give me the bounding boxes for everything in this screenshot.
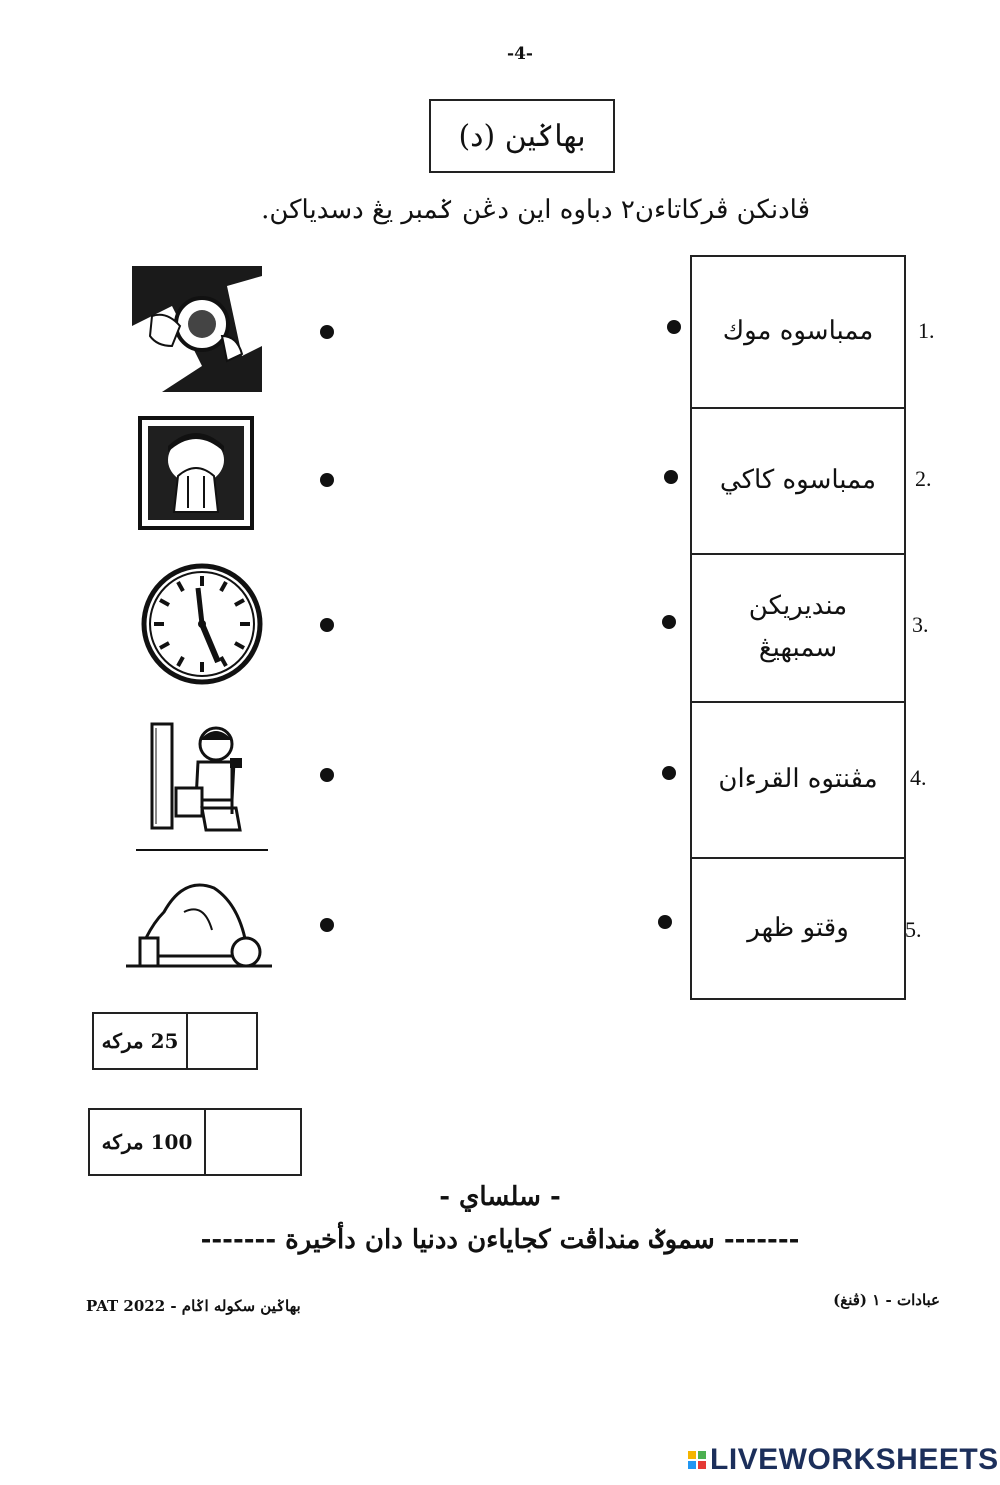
item-number: 4. bbox=[910, 765, 927, 790]
item-text: مڤنتوه القرءان bbox=[718, 764, 878, 795]
footer-left: بهاݢين سکوله اݢام - PAT 2022 bbox=[86, 1297, 301, 1315]
table-row bbox=[692, 257, 904, 409]
closing-line-1: - سلساي - bbox=[439, 1182, 561, 1212]
score-box-25 bbox=[92, 1012, 258, 1070]
item-text: منديريکن سمبهيڠ bbox=[748, 591, 848, 663]
item-number: 2. bbox=[915, 466, 932, 491]
page-number: -4- bbox=[507, 44, 533, 64]
score-box-100 bbox=[88, 1108, 302, 1176]
match-dot-picture-1[interactable] bbox=[320, 325, 334, 339]
washing-feet-icon bbox=[136, 718, 272, 856]
table-row bbox=[692, 555, 904, 703]
logo-squares-icon bbox=[688, 1451, 706, 1469]
brand-text: LIVEWORKSHEETS bbox=[710, 1443, 999, 1476]
section-title: بهاݢين (د) bbox=[458, 118, 586, 154]
item-number: 3. bbox=[912, 612, 929, 637]
match-dot-picture-3[interactable] bbox=[320, 618, 334, 632]
liveworksheets-logo bbox=[688, 1443, 999, 1477]
score-input-100[interactable] bbox=[206, 1110, 300, 1174]
clock-icon bbox=[140, 562, 264, 686]
score-label-25: 25 مرکه bbox=[94, 1014, 188, 1068]
score-label-100: 100 مرکه bbox=[90, 1110, 206, 1174]
item-text: ممباسوه کاکي bbox=[719, 465, 877, 496]
table-row bbox=[692, 409, 904, 555]
washing-face-icon bbox=[132, 266, 262, 392]
match-dot-picture-2[interactable] bbox=[320, 473, 334, 487]
match-dot-word-4[interactable] bbox=[662, 766, 676, 780]
match-dot-word-5[interactable] bbox=[658, 915, 672, 929]
score-input-25[interactable] bbox=[188, 1014, 256, 1068]
table-row bbox=[692, 703, 904, 859]
item-number: 5. bbox=[905, 917, 922, 942]
item-number: 1. bbox=[918, 318, 935, 343]
match-dot-word-1[interactable] bbox=[667, 320, 681, 334]
covering-face-icon bbox=[138, 416, 254, 530]
footer-right: عبادات - ١ (ڤنغ) bbox=[833, 1291, 940, 1309]
item-text: ممباسوه موك bbox=[722, 316, 874, 347]
table-row bbox=[692, 859, 904, 998]
section-title-box bbox=[429, 99, 615, 173]
prostration-icon bbox=[124, 872, 274, 970]
match-dot-word-2[interactable] bbox=[664, 470, 678, 484]
match-dot-picture-4[interactable] bbox=[320, 768, 334, 782]
match-dot-word-3[interactable] bbox=[662, 615, 676, 629]
item-text: وقتو ظهر bbox=[747, 912, 849, 943]
match-table bbox=[690, 255, 906, 1000]
instruction-text: ڤادنکن ڤرکاتاءن٢ دباوه اين دڠن ݢمبر يڠ دسدياکن. bbox=[261, 195, 810, 225]
closing-line-2: ------- سموݢ منداڤت کجاياءن ددنيا دان دأخيرة ------- bbox=[200, 1225, 800, 1255]
match-dot-picture-5[interactable] bbox=[320, 918, 334, 932]
